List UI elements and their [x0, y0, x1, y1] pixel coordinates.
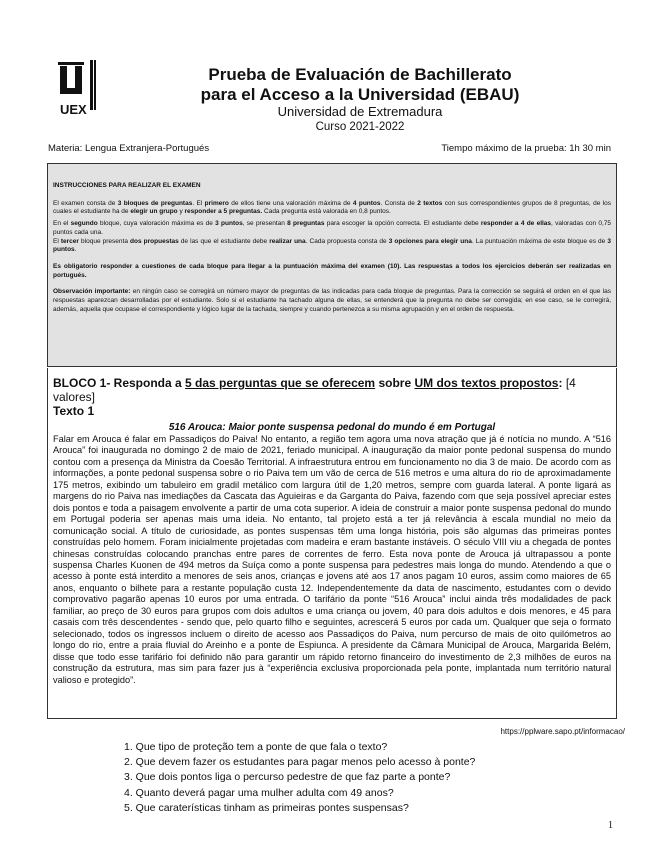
university-name: Universidad de Extremadura	[277, 104, 443, 119]
question-list	[124, 740, 475, 816]
text-label: Texto 1	[53, 404, 95, 418]
instructions-paragraph-3: El tercer bloque presenta dos propuestas de las que el estudiante debe realizar una. Cada propuesta consta de 3 opciones para elegir una. La puntuación máxima de este bloque es de 3 puntos.	[53, 237, 611, 254]
instructions-box	[47, 163, 617, 367]
article-title: 516 Arouca: Maior ponte suspensa pedonal do mundo é em Portugal	[168, 422, 496, 433]
instructions-heading: INSTRUCCIONES PARA REALIZAR EL EXAMEN	[53, 182, 201, 189]
instructions-paragraph-5: Observación importante: en ningún caso se corregirá un número mayor de preguntas de las indicadas para cada bloque de preguntas. Para la corrección se seguirá el orden en el que las respuestas aparezcan desarrolladas por el estudiante. Solo si el estudiante ha tachado alguna de ellas, se entenderá que la pregunta no debe ser corregida; en ese caso, se le corregirá, además, aquella que ocupase el correspondiente y lógico lugar de la tachada, siempre y cuando pertenezca a su misma agrupación y en el orden de respuesta.	[53, 288, 611, 313]
instructions-paragraph-4: Es obligatorio responder a cuestiones de cada bloque para llegar a la puntuación máxima del examen (10). Las respuestas a todos los ejercicios deberán ser realizadas en portugués.	[53, 262, 611, 279]
question-item: 1. Que tipo de proteção tem a ponte de que fala o texto?	[124, 741, 388, 753]
question-item: 3. Que dois pontos liga o percurso pedestre de que faz parte a ponte?	[124, 771, 451, 784]
block1-heading: BLOCO 1- Responda a 5 das perguntas que se oferecem sobre UM dos textos propostos: [4 valores]	[53, 376, 576, 404]
article-body: Falar em Arouca é falar em Passadiços do Paiva! No entanto, a região tem agora uma nova atração que já é notícia no mundo. A “516 Arouca” foi inaugurada no domingo 2 de maio de 2021, feriado municipal. A inauguração da maior ponte pedonal suspensa do mundo contou com a presença da Ministra da Coesão Territorial. A infraestrutura entrou em funcionamento no dia 3 de maio. De acordo com as informações, a ponte pedonal suspensa sobre o rio Paiva tem um vão de cerca de 516 metros e uma altura do rio de aproximadamente 175 metros, exibindo um tabuleiro em gradil metálico com largura útil de 1,20 metros, sempre com guarda lateral. A ponte ligará as margens do rio Paiva nas imediações da Cascata das Aguieiras e da Garganta do Paiva, fazendo com que seja possível apreciar estes dois pontos e toda a paisagem envolvente a partir de uma cota superior. A ideia de construir a maior ponte suspensa pedonal do mundo em Portugal poderia ser apenas mais uma ideia. No entanto, tal projeto está a ter já relevância à escala mundial no meio da comunicação social. A título de curiosidade, as pontes suspensas têm uma longa história, pois são algumas das primeiras pontes construídas pelo homem. Foram inicialmente projetadas com madeira e eram bastante instáveis. O século VIII viu a chegada de pontes chinesas construídas colocando pranchas entre pares de correntes de ferro. Esta nova ponte de Arouca já ultrapassou a ponte suspensa Charles Kuonen de 494 metros da Suíça como a ponte suspensa para pedestres mais longa do mundo. Atendendo a que o acesso à ponte está interdito a menores de seis anos, crianças e jovens até aos 17 anos pagam 10 euros, assim como maiores de 65 anos, enquanto o bilhete para a restante população custa 12. Independentemente da data de nascimento, estudantes com o devido comprovativo pagarão apenas 10 euros por uma entrada. O tarifário da ponte “516 Arouca” inclui ainda três modalidades de pack familiar, ao preço de 30 euros para grupos com dois adultos e uma criança ou jovem, 40 para dois adultos e dois menores, e 45 para casais com três descendentes - sendo que, pelo quarto filho e seguintes, acrescerá 5 euros por cada um. Qualquer que seja o formato selecionado, todos os ingressos incluem o direito de acesso aos Passadiços do Paiva, num percurso de mais de oito quilómetros ao longo do rio, entre a praia fluvial do Areinho e a ponte de Espiunca. A presidente da Câmara Municipal de Arouca, Margarida Belém, disse que todo esse tarifário foi definido não para garantir um rápido retorno financeiro do investimento de 2,3 milhões de euros na construção da estrutura, mas sim para fazer jus à “experiência exclusiva proporcionada pela ponte, implantada num território natural valioso e protegido”.	[53, 434, 611, 685]
question-item: 2. Que devem fazer os estudantes para pagar menos pelo acesso à ponte?	[124, 756, 476, 769]
instructions-paragraph-1: El examen consta de 3 bloques de preguntas. El primero de ellos tiene una valoración máxima de 4 puntos. Consta de 2 textos con sus correspondientes grupos de 8 preguntas, de los cuales el estudiante ha de elegir un grupo y responder a 5 preguntas. Cada pregunta está valorada en 0,8 puntos.	[53, 199, 611, 216]
page-number: 1	[608, 820, 613, 831]
course-year: Curso 2021-2022	[315, 121, 405, 133]
exam-title-line2: para el Acceso a la Universidad (EBAU)	[200, 85, 520, 104]
question-item: 4. Quanto deverá pagar uma mulher adulta com 49 anos?	[124, 786, 394, 799]
block1-section	[47, 368, 617, 719]
time-limit: Tiempo máximo de la prueba: 1h 30 min	[441, 143, 611, 154]
svg-text:UEX: UEX	[60, 102, 87, 117]
university-logo	[58, 60, 100, 118]
exam-title-line1: Prueba de Evaluación de Bachillerato	[208, 65, 512, 84]
instructions-paragraph-2: En el segundo bloque, cuya valoración máxima es de 3 puntos, se presentan 8 preguntas para escoger la opción correcta. El estudiante debe responder a 4 de ellas, valoradas con 0,75 puntos cada una.	[53, 220, 612, 236]
subject-label: Materia: Lengua Extranjera-Portugués	[48, 143, 210, 154]
article-source: https://pplware.sapo.pt/informacao/	[500, 727, 625, 736]
question-item: 5. Que caraterísticas tinham as primeiras pontes suspensas?	[124, 801, 409, 814]
uex-logo-icon	[58, 60, 100, 118]
